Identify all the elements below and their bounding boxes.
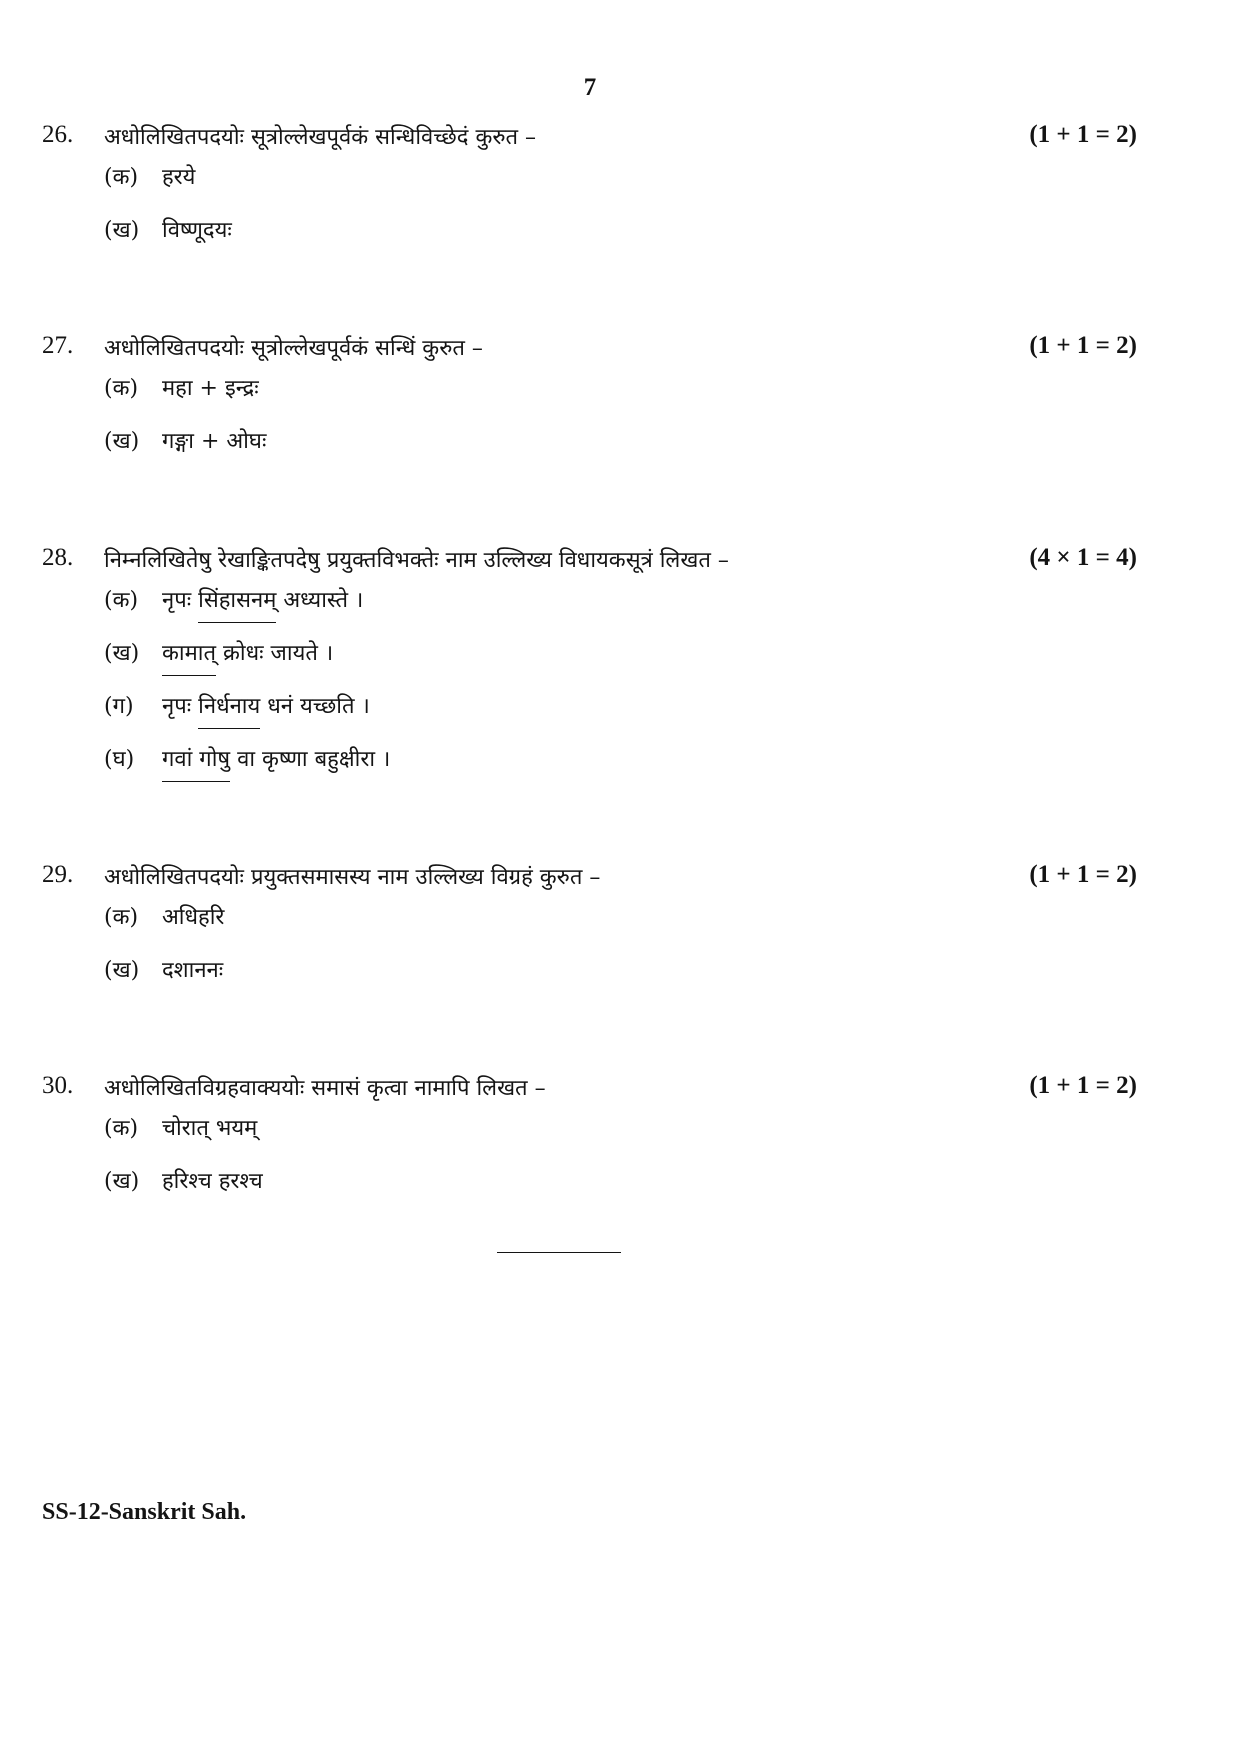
question-number: 29. [42, 861, 74, 888]
option-ka [0, 1112, 1241, 1165]
option-ga [0, 690, 1241, 743]
question-29 [0, 861, 1241, 1007]
sentence-before: नृपः [162, 694, 199, 719]
option-label: (ख) [104, 1169, 140, 1194]
question-28 [0, 544, 1241, 796]
question-header [0, 1072, 1241, 1112]
question-marks: (4 × 1 = 4) [1029, 544, 1137, 571]
question-marks: (1 + 1 = 2) [1029, 861, 1137, 888]
option-label: (क) [104, 905, 139, 930]
question-number: 28. [42, 544, 74, 571]
option-label: (ग) [104, 694, 134, 719]
sentence-after: अध्यास्ते । [276, 588, 364, 613]
option-sentence [162, 690, 370, 729]
sentence-after: धनं यच्छति । [260, 694, 370, 719]
question-header [0, 332, 1241, 372]
question-header [0, 544, 1241, 584]
option-label: (ख) [104, 958, 140, 983]
option-kha [0, 954, 1241, 1007]
option-sentence [162, 637, 333, 676]
question-26 [0, 121, 1241, 267]
question-marks: (1 + 1 = 2) [1029, 332, 1137, 359]
option-label: (क) [104, 376, 139, 401]
question-number: 27. [42, 332, 74, 359]
option-ka [0, 584, 1241, 637]
option-sentence [162, 743, 390, 782]
option-ka [0, 372, 1241, 425]
question-header [0, 861, 1241, 901]
option-label: (क) [104, 588, 139, 613]
page-number: 7 [583, 74, 597, 101]
question-30 [0, 1072, 1241, 1218]
option-text: हरिश्च हरश्च [162, 1169, 263, 1194]
paper-code: SS-12-Sanskrit Sah. [42, 1499, 247, 1525]
question-instruction: अधोलिखितपदयोः प्रयुक्तसमासस्य नाम उल्लिख्य विग्रहं कुरुत – [104, 865, 601, 890]
question-instruction: अधोलिखितपदयोः सूत्रोल्लेखपूर्वकं सन्धिं कुरुत – [104, 336, 483, 361]
question-instruction: अधोलिखितविग्रहवाक्ययोः समासं कृत्वा नामापि लिखत – [104, 1076, 546, 1101]
option-label: (घ) [104, 747, 135, 772]
option-text: अधिहरि [162, 905, 225, 930]
question-marks: (1 + 1 = 2) [1029, 121, 1137, 148]
option-text: महा + इन्द्रः [162, 376, 259, 401]
option-label: (ख) [104, 218, 140, 243]
sentence-before: नृपः [162, 588, 199, 613]
option-sentence [162, 584, 363, 623]
sentence-after: वा कृष्णा बहुक्षीरा । [230, 747, 391, 772]
question-instruction: अधोलिखितपदयोः सूत्रोल्लेखपूर्वकं सन्धिविच्छेदं कुरुत – [104, 125, 537, 150]
option-label: (क) [104, 1116, 139, 1141]
question-number: 30. [42, 1072, 74, 1099]
question-instruction: निम्नलिखितेषु रेखाङ्कितपदेषु प्रयुक्तविभक्तेः नाम उल्लिख्य विधायकसूत्रं लिखत – [104, 548, 729, 573]
option-gha [0, 743, 1241, 796]
option-label: (ख) [104, 641, 140, 666]
underlined-word: गवां गोषु [162, 743, 230, 782]
question-number: 26. [42, 121, 74, 148]
question-marks: (1 + 1 = 2) [1029, 1072, 1137, 1099]
option-kha [0, 637, 1241, 690]
option-kha [0, 425, 1241, 478]
option-label: (क) [104, 165, 139, 190]
option-kha [0, 1165, 1241, 1218]
end-divider [497, 1252, 621, 1253]
underlined-word: निर्धनाय [198, 690, 260, 729]
option-ka [0, 901, 1241, 954]
option-text: गङ्गा + ओघः [162, 429, 267, 454]
option-text: हरये [162, 165, 196, 190]
underlined-word: सिंहासनम् [198, 584, 276, 623]
underlined-word: कामात् [162, 637, 216, 676]
option-kha [0, 214, 1241, 267]
question-header [0, 121, 1241, 161]
option-text: दशाननः [162, 958, 224, 983]
sentence-after: क्रोधः जायते । [216, 641, 334, 666]
option-text: चोरात् भयम् [162, 1116, 258, 1141]
question-27 [0, 332, 1241, 478]
option-text: विष्णूदयः [162, 218, 232, 243]
option-ka [0, 161, 1241, 214]
option-label: (ख) [104, 429, 140, 454]
